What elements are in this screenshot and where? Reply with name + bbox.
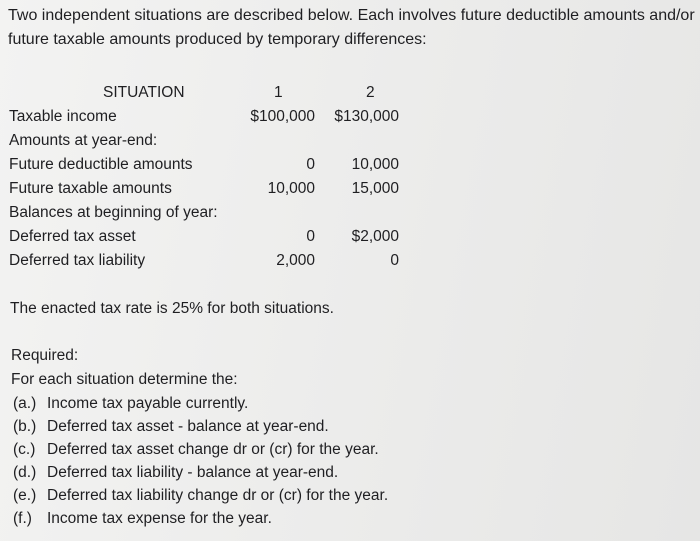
- row-label: Balances at beginning of year:: [9, 204, 218, 221]
- row-label: Amounts at year-end:: [9, 132, 158, 149]
- row-value-1: 10,000: [267, 180, 315, 197]
- table-row: [0, 249, 700, 273]
- list-item: [13, 392, 248, 415]
- list-item-marker: (c.): [13, 441, 36, 458]
- list-item: [13, 461, 338, 484]
- row-label: Future deductible amounts: [9, 156, 193, 173]
- tax-rate-note: The enacted tax rate is 25% for both situations.: [10, 300, 334, 317]
- list-item-text: Deferred tax liability - balance at year-end.: [47, 464, 339, 481]
- row-value-2: 0: [390, 252, 399, 269]
- intro-paragraph: Two independent situations are described below. Each involves future deductible amounts and/or future taxable amounts produced by temporary differences:: [8, 7, 695, 48]
- list-item-marker: (e.): [13, 487, 37, 504]
- list-item: [13, 438, 379, 461]
- header-situation: SITUATION: [103, 84, 185, 101]
- row-value-2: 10,000: [351, 156, 399, 173]
- header-col-2: 2: [366, 84, 375, 101]
- table-row: [0, 105, 700, 129]
- row-value-1: 0: [306, 156, 315, 173]
- row-value-1: 2,000: [276, 252, 315, 269]
- list-item-marker: (d.): [13, 464, 37, 481]
- list-item-text: Deferred tax liability change dr or (cr) for the year.: [47, 487, 389, 504]
- required-title: Required:: [11, 347, 79, 364]
- row-label: Future taxable amounts: [9, 180, 172, 197]
- table-header-row: [0, 81, 700, 105]
- list-item-marker: (a.): [13, 395, 37, 412]
- list-item: [13, 415, 329, 438]
- list-item-text: Deferred tax asset - balance at year-end.: [47, 418, 329, 435]
- table-row: [0, 225, 700, 249]
- table-row: [0, 201, 700, 225]
- list-item-marker: (b.): [13, 418, 37, 435]
- row-value-1: 0: [306, 228, 315, 245]
- table-row: [0, 153, 700, 177]
- list-item-text: Income tax payable currently.: [47, 395, 249, 412]
- list-item-text: Deferred tax asset change dr or (cr) for the year.: [47, 441, 379, 458]
- row-label: Deferred tax liability: [9, 252, 146, 269]
- row-value-2: 15,000: [351, 180, 399, 197]
- list-item-text: Income tax expense for the year.: [47, 510, 272, 527]
- row-label: Taxable income: [9, 108, 117, 125]
- table-row: [0, 177, 700, 201]
- list-item-marker: (f.): [13, 510, 32, 527]
- required-instruction: For each situation determine the:: [11, 371, 238, 388]
- row-value-1: $100,000: [250, 108, 315, 125]
- row-value-2: $130,000: [334, 108, 399, 125]
- table-row: [0, 129, 700, 153]
- header-col-1: 1: [274, 84, 283, 101]
- list-item: [13, 507, 272, 530]
- row-label: Deferred tax asset: [9, 228, 136, 245]
- list-item: [13, 484, 388, 507]
- row-value-2: $2,000: [351, 228, 399, 245]
